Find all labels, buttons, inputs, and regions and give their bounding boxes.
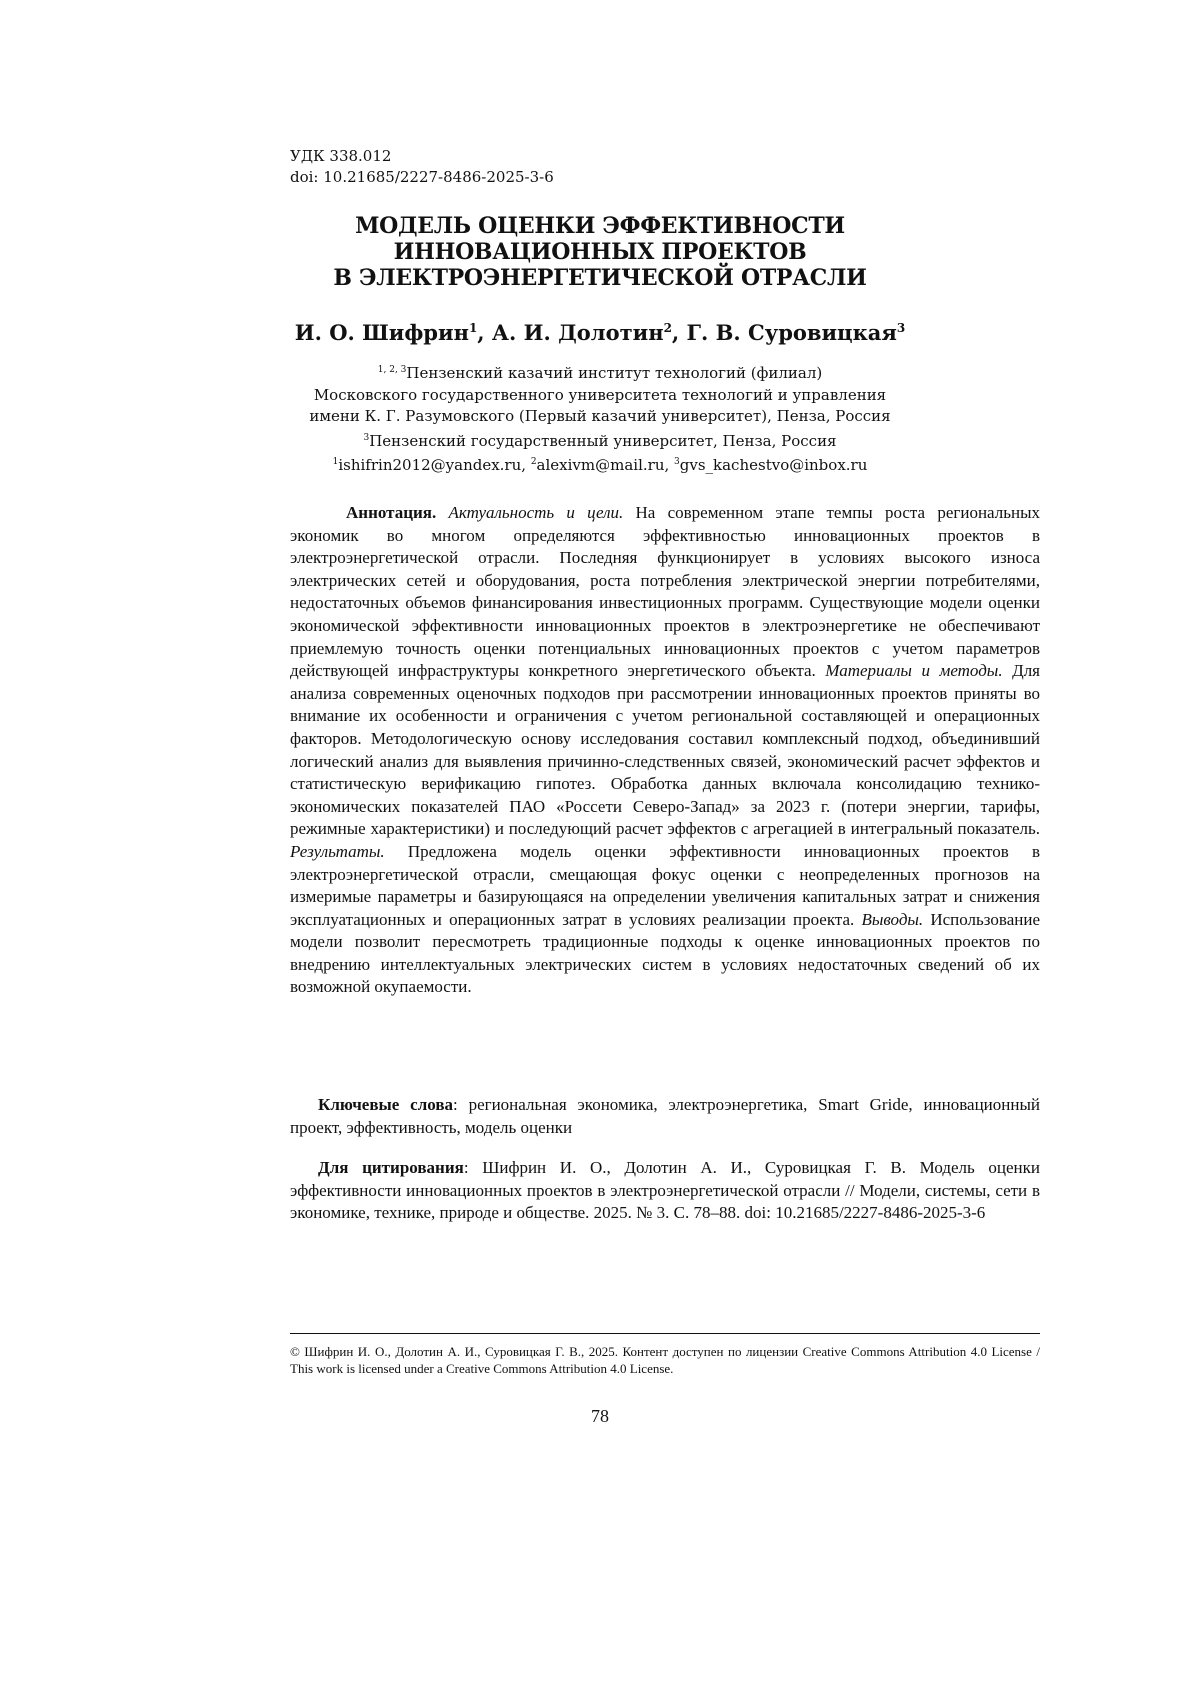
citation: [290, 1157, 1040, 1225]
header-identifiers: [290, 146, 554, 188]
affiliation-marks: 3: [363, 432, 370, 443]
relevance-label: Актуальность и цели.: [448, 503, 624, 522]
author-3-affiliation-mark: 3: [896, 321, 906, 335]
title-line-1: МОДЕЛЬ ОЦЕНКИ ЭФФЕКТИВНОСТИ: [355, 213, 845, 239]
email-link[interactable]: alexivm@mail.ru,: [536, 456, 675, 474]
affiliation-line: $^3$Пензенский государственный университет, Пенза, Россия: [363, 431, 837, 450]
citation-label: Для цитирования: [318, 1158, 464, 1177]
doi: doi: 10.21685/2227-8486-2025-3-6: [290, 168, 554, 186]
author-2-affiliation-mark: 2: [663, 321, 672, 335]
affiliation-line: $^{1, 2, 3}$Пензенский казачий институт технологий (филиал): [377, 364, 823, 382]
udk-code: УДК 338.012: [290, 147, 392, 165]
author-2: А. И. Долотин: [491, 320, 664, 345]
citation-text: : Шифрин И. О., Долотин А. И., Суровицкая Г. В. Модель оценки эффективности инновационных проектов в электроэнергетической отрасли // Модели, системы, сети в экономике, технике, природе и обществе. 2025. № 3. С. 78–88. doi: 10.21685/2227-8486-2025-3-6: [290, 1158, 1041, 1223]
footnote-divider: [290, 1333, 1040, 1334]
methods-label: Материалы и методы.: [825, 661, 1003, 681]
title-line-2: ИННОВАЦИОННЫХ ПРОЕКТОВ: [393, 239, 807, 265]
author-1-affiliation-mark: 1: [468, 321, 478, 335]
author-1: И. О. Шифрин: [294, 320, 469, 345]
title-line-3: В ЭЛЕКТРОЭНЕРГЕТИЧЕСКОЙ ОТРАСЛИ: [333, 265, 867, 291]
affiliations: [285, 360, 915, 477]
keywords: [290, 1094, 1040, 1139]
authors: [285, 315, 915, 346]
keywords-text: : региональная экономика, электроэнергетика, Smart Gride, инновационный проект, эффективность, модель оценки: [290, 1095, 1040, 1137]
email-link[interactable]: ishifrin2012@yandex.ru,: [338, 456, 531, 474]
copyright-footnote: © Шифрин И. О., Долотин А. И., Суровицкая Г. В., 2025. Контент доступен по лицензии Creative Commons Attribution 4.0 License / This work is licensed under a Creative Commons Attribution 4.0 License.: [290, 1344, 1040, 1376]
keywords-label: Ключевые слова: [318, 1095, 454, 1114]
page-number: 78: [591, 1406, 609, 1426]
author-3: Г. В. Суровицкая: [686, 320, 897, 345]
methods-text: Для анализа современных оценочных подходов при рассмотрении инновационных проектов приняты во внимание их особенности и ограничения с учетом региональной составляющей и операционных факторов. Методологическую основу исследования составил комплексный подход, объединивший логический анализ для выявления причинно-следственных связей, экономический расчет эффектов и статистическую верификацию гипотез. Обработка данных включала консолидацию технико-экономических показателей ПАО «Россети Северо-Запад» за 2023 г. (потери энергии, тарифы, режимные характеристики) и последующий расчет эффектов с агрегацией в интегральный показатель.: [290, 661, 1040, 839]
abstract: [290, 502, 1040, 999]
affiliation-marks: 1, 2, 3: [377, 365, 407, 375]
conclusions-label: Выводы.: [861, 909, 924, 929]
relevance-text: На современном этапе темпы роста региональных экономик во многом определяются эффективностью инновационных проектов в электроэнергетической отрасли. Последняя функционирует в условиях высокого износа электрических сетей и оборудования, роста потребления электрической энергии потребителями, недостаточных объемов финансирования инвестиционных программ. Существующие модели оценки экономической эффективности инновационных проектов в электроэнергетике не обеспечивают приемлемую точность оценки потенциальных инновационных проектов с учетом параметров действующей инфраструктуры конкретного энергетического объекта.: [290, 503, 1040, 681]
affiliation-line: Московского государственного университета технологий и управления: [313, 385, 887, 404]
conclusions-text: Использование модели позволит пересмотреть традиционные подходы к оценке инновационных проектов по внедрению интеллектуальных электрических систем в условиях недостаточных сведений об их возможной окупаемости.: [290, 909, 1040, 997]
author-emails: $^1$ishifrin2012@yandex.ru, $^2$alexivm@mail.ru, $^3$gvs_kachestvo@inbox.ru: [332, 456, 868, 474]
article-title: [285, 213, 915, 291]
abstract-label: Аннотация.: [346, 503, 437, 522]
author-separator: ,: [671, 320, 687, 345]
affiliation-line: имени К. Г. Разумовского (Первый казачий университет), Пенза, Россия: [309, 407, 891, 425]
email-link[interactable]: gvs_kachestvo@inbox.ru: [679, 456, 868, 474]
results-label: Результаты.: [290, 841, 385, 861]
results-text: Предложена модель оценки эффективности инновационных проектов в электроэнергетической отрасли, смещающая фокус оценки с неопределенных прогнозов на измеримые параметры и базирующаяся на определении увеличения капитальных затрат и снижения эксплуатационных и операционных затрат в условиях реализации проекта.: [290, 841, 1040, 929]
author-separator: ,: [477, 320, 492, 345]
